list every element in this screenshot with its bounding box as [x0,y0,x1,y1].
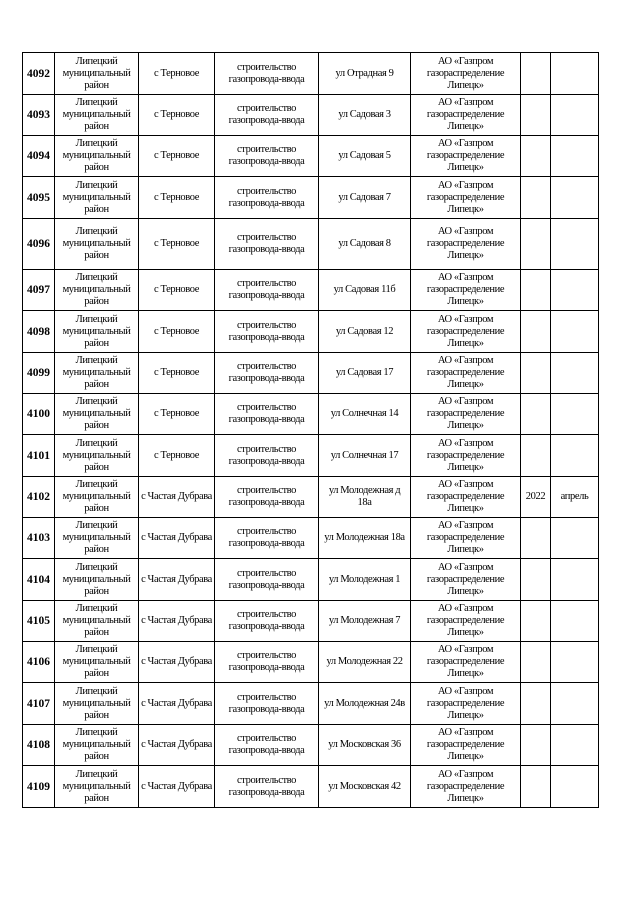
address-cell-text: ул Молодежная 22 [326,656,403,667]
table-row [23,136,599,177]
organization-cell-text: АО «Газпром газораспределение Липецк» [426,520,505,555]
address-cell-text: ул Молодежная 18а [324,532,405,543]
settlement-cell-text: с Терновое [153,191,199,203]
organization-cell-text: АО «Газпром газораспределение Липецк» [426,97,505,132]
organization-cell [411,642,521,683]
table-row [23,559,599,601]
table-body [23,53,599,808]
row-number [23,435,55,477]
work-type-cell [215,177,319,219]
settlement-cell [139,477,215,518]
organization-cell [411,353,521,394]
organization-cell-text: АО «Газпром газораспределение Липецк» [426,355,505,390]
settlement-cell [139,311,215,353]
organization-cell [411,559,521,601]
organization-cell [411,219,521,270]
year-cell [521,311,551,353]
month-cell [551,559,599,601]
organization-cell [411,766,521,808]
settlement-cell [139,601,215,642]
row-number-text: 4094 [27,150,50,162]
settlement-cell [139,518,215,559]
settlement-cell-text: с Частая Дубрава [141,491,212,502]
row-number-text: 4106 [27,656,50,668]
table-row [23,766,599,808]
district-cell-text: Липецкий муниципальный район [62,768,131,804]
work-type-cell [215,270,319,311]
month-cell [551,766,599,808]
organization-cell-text: АО «Газпром газораспределение Липецк» [426,768,505,804]
year-cell [521,136,551,177]
table-row [23,435,599,477]
organization-cell-text: АО «Газпром газораспределение Липецк» [426,727,505,762]
district-cell [55,477,139,518]
settlement-cell [139,766,215,808]
settlement-cell [139,394,215,435]
work-type-cell-text: строительство газопровода-ввода [228,144,305,167]
table-row [23,311,599,353]
row-number [23,559,55,601]
district-cell-text: Липецкий муниципальный район [62,138,131,173]
district-cell [55,766,139,808]
work-type-cell [215,435,319,477]
district-cell-text: Липецкий муниципальный район [62,644,131,679]
district-cell-text: Липецкий муниципальный район [62,272,131,307]
settlement-cell-text: с Частая Дубрава [141,532,212,543]
month-cell [551,394,599,435]
row-number [23,601,55,642]
settlement-cell [139,270,215,311]
organization-cell [411,95,521,136]
work-type-cell [215,559,319,601]
month-cell [551,725,599,766]
address-cell-text: ул Садовая 5 [338,150,391,161]
month-cell-text: апрель [560,491,589,502]
work-type-cell-text: строительство газопровода-ввода [228,691,305,715]
address-cell [319,642,411,683]
row-number-text: 4093 [27,109,50,121]
address-cell [319,559,411,601]
district-cell [55,95,139,136]
settlement-cell-text: с Терновое [153,109,199,120]
month-cell [551,270,599,311]
work-type-cell [215,518,319,559]
district-cell [55,725,139,766]
work-type-cell-text: строительство газопровода-ввода [228,733,305,756]
row-number [23,683,55,725]
document-page [22,52,598,808]
row-number [23,353,55,394]
district-cell [55,177,139,219]
settlement-cell-text: с Терновое [153,408,199,419]
organization-cell [411,601,521,642]
settlement-cell-text: с Терновое [153,449,199,461]
work-type-cell-text: строительство газопровода-ввода [228,609,305,632]
address-cell-text: ул Солнечная 14 [330,408,399,419]
district-cell [55,353,139,394]
row-number-text: 4092 [27,67,50,80]
row-number-text: 4102 [27,491,50,503]
table-row [23,177,599,219]
settlement-cell-text: с Частая Дубрава [141,615,212,626]
district-cell-text: Липецкий муниципальный район [62,520,131,555]
address-cell-text: ул Садовая 11б [333,284,396,295]
row-number [23,219,55,270]
year-cell [521,601,551,642]
district-cell [55,435,139,477]
address-cell [319,435,411,477]
organization-cell-text: АО «Газпром газораспределение Липецк» [426,603,505,638]
year-cell [521,435,551,477]
work-type-cell [215,136,319,177]
year-cell [521,766,551,808]
table-row [23,53,599,95]
address-cell-text: ул Московская 36 [328,739,401,750]
address-cell-text: ул Отрадная 9 [335,67,394,79]
organization-cell-text: АО «Газпром газораспределение Липецк» [426,179,505,215]
year-cell [521,559,551,601]
month-cell [551,53,599,95]
month-cell [551,311,599,353]
row-number [23,725,55,766]
district-cell [55,136,139,177]
settlement-cell-text: с Терновое [153,325,199,337]
settlement-cell [139,683,215,725]
work-type-cell-text: строительство газопровода-ввода [228,650,305,673]
settlement-cell [139,136,215,177]
address-cell-text: ул Солнечная 17 [330,449,399,461]
row-number-text: 4105 [27,615,50,627]
organization-cell-text: АО «Газпром газораспределение Липецк» [426,55,505,91]
settlement-cell [139,725,215,766]
district-cell [55,518,139,559]
settlement-cell [139,353,215,394]
organization-cell [411,477,521,518]
organization-cell [411,177,521,219]
organization-cell [411,518,521,559]
row-number-text: 4101 [27,449,50,462]
district-cell-text: Липецкий муниципальный район [62,437,131,473]
settlement-cell-text: с Терновое [153,67,199,79]
table-row [23,394,599,435]
month-cell [551,435,599,477]
settlement-cell-text: с Терновое [153,284,199,295]
work-type-cell-text: строительство газопровода-ввода [228,185,305,209]
district-cell-text: Липецкий муниципальный район [62,355,131,390]
district-cell [55,219,139,270]
organization-cell-text: АО «Газпром газораспределение Липецк» [426,437,505,473]
address-cell [319,95,411,136]
year-cell [521,219,551,270]
row-number [23,477,55,518]
table-row [23,477,599,518]
work-type-cell-text: строительство газопровода-ввода [228,278,305,301]
address-cell-text: ул Садовая 8 [338,238,391,249]
work-type-cell-text: строительство газопровода-ввода [228,319,305,343]
address-cell-text: ул Молодежная 7 [328,615,401,626]
work-type-cell [215,219,319,270]
district-cell [55,270,139,311]
district-cell [55,311,139,353]
year-cell [521,642,551,683]
month-cell [551,353,599,394]
year-cell [521,353,551,394]
settlement-cell [139,95,215,136]
year-cell [521,394,551,435]
settlement-cell [139,177,215,219]
row-number-text: 4108 [27,739,50,751]
work-type-cell [215,394,319,435]
work-type-cell [215,353,319,394]
organization-cell-text: АО «Газпром газораспределение Липецк» [426,138,505,173]
year-cell [521,477,551,518]
district-cell-text: Липецкий муниципальный район [62,685,131,721]
work-type-cell [215,766,319,808]
row-number-text: 4100 [27,408,50,420]
month-cell [551,177,599,219]
work-type-cell [215,642,319,683]
row-number [23,642,55,683]
address-cell [319,518,411,559]
organization-cell-text: АО «Газпром газораспределение Липецк» [426,272,505,307]
row-number [23,53,55,95]
district-cell [55,559,139,601]
district-cell-text: Липецкий муниципальный район [62,396,131,431]
district-cell [55,601,139,642]
organization-cell [411,136,521,177]
organization-cell [411,270,521,311]
organization-cell [411,53,521,95]
settlement-cell-text: с Частая Дубрава [141,739,212,750]
row-number-text: 4095 [27,191,50,204]
work-type-cell-text: строительство газопровода-ввода [228,103,305,126]
work-type-cell-text: строительство газопровода-ввода [228,485,305,508]
row-number [23,518,55,559]
work-type-cell-text: строительство газопровода-ввода [228,232,305,255]
work-type-cell [215,601,319,642]
settlement-cell-text: с Частая Дубрава [141,656,212,667]
organization-cell-text: АО «Газпром газораспределение Липецк» [426,561,505,597]
address-cell [319,353,411,394]
address-cell-text: ул Садовая 12 [335,325,394,337]
organization-cell [411,311,521,353]
district-cell-text: Липецкий муниципальный район [62,561,131,597]
settlement-cell-text: с Терновое [153,238,199,249]
address-cell [319,394,411,435]
row-number-text: 4097 [27,284,50,296]
address-cell [319,766,411,808]
row-number [23,136,55,177]
table-row [23,518,599,559]
settlement-cell [139,642,215,683]
organization-cell [411,683,521,725]
row-number [23,394,55,435]
month-cell [551,477,599,518]
work-type-cell-text: строительство газопровода-ввода [228,774,305,798]
row-number [23,311,55,353]
year-cell [521,683,551,725]
table-row [23,219,599,270]
address-cell [319,477,411,518]
work-type-cell [215,311,319,353]
gasification-table [22,52,599,808]
organization-cell [411,435,521,477]
table-row [23,642,599,683]
work-type-cell [215,683,319,725]
address-cell [319,270,411,311]
work-type-cell-text: строительство газопровода-ввода [228,443,305,467]
row-number-text: 4109 [27,780,50,793]
table-row [23,270,599,311]
organization-cell-text: АО «Газпром газораспределение Липецк» [426,479,505,514]
row-number-text: 4099 [27,367,50,379]
row-number-text: 4104 [27,573,50,586]
year-cell [521,518,551,559]
organization-cell [411,725,521,766]
work-type-cell [215,477,319,518]
table-row [23,95,599,136]
month-cell [551,518,599,559]
table-row [23,725,599,766]
address-cell [319,219,411,270]
settlement-cell [139,559,215,601]
settlement-cell [139,435,215,477]
district-cell-text: Липецкий муниципальный район [62,55,131,91]
month-cell [551,642,599,683]
row-number-text: 4103 [27,532,50,544]
month-cell [551,683,599,725]
organization-cell-text: АО «Газпром газораспределение Липецк» [426,226,505,261]
row-number [23,270,55,311]
row-number [23,766,55,808]
address-cell-text: ул Молодежная д 18а [328,485,401,508]
work-type-cell [215,53,319,95]
address-cell-text: ул Садовая 3 [338,109,391,120]
table-row [23,601,599,642]
address-cell [319,177,411,219]
address-cell-text: ул Московская 42 [328,780,401,792]
settlement-cell-text: с Терновое [153,367,199,378]
year-cell [521,177,551,219]
year-cell [521,53,551,95]
organization-cell-text: АО «Газпром газораспределение Липецк» [426,644,505,679]
row-number-text: 4098 [27,325,50,338]
work-type-cell-text: строительство газопровода-ввода [228,402,305,425]
month-cell [551,95,599,136]
district-cell-text: Липецкий муниципальный район [62,479,131,514]
work-type-cell-text: строительство газопровода-ввода [228,567,305,591]
district-cell [55,683,139,725]
year-cell [521,95,551,136]
district-cell [55,394,139,435]
address-cell-text: ул Молодежная 24в [324,697,405,709]
district-cell-text: Липецкий муниципальный район [62,313,131,349]
month-cell [551,219,599,270]
settlement-cell [139,53,215,95]
year-cell-text: 2022 [525,491,546,502]
table-row [23,353,599,394]
district-cell-text: Липецкий муниципальный район [62,226,131,261]
organization-cell-text: АО «Газпром газораспределение Липецк» [426,685,505,721]
organization-cell [411,394,521,435]
work-type-cell-text: строительство газопровода-ввода [228,526,305,549]
settlement-cell [139,219,215,270]
work-type-cell [215,95,319,136]
month-cell [551,601,599,642]
district-cell-text: Липецкий муниципальный район [62,179,131,215]
year-cell [521,725,551,766]
district-cell-text: Липецкий муниципальный район [62,727,131,762]
address-cell [319,601,411,642]
row-number [23,177,55,219]
address-cell [319,725,411,766]
settlement-cell-text: с Терновое [153,150,199,161]
district-cell [55,53,139,95]
row-number [23,95,55,136]
year-cell [521,270,551,311]
row-number-text: 4107 [27,697,50,710]
work-type-cell-text: строительство газопровода-ввода [228,361,305,384]
address-cell [319,311,411,353]
month-cell [551,136,599,177]
district-cell-text: Липецкий муниципальный район [62,97,131,132]
settlement-cell-text: с Частая Дубрава [141,573,212,585]
row-number-text: 4096 [27,238,50,250]
district-cell [55,642,139,683]
address-cell-text: ул Молодежная 1 [328,573,401,585]
address-cell [319,136,411,177]
work-type-cell [215,725,319,766]
address-cell [319,683,411,725]
work-type-cell-text: строительство газопровода-ввода [228,61,305,85]
settlement-cell-text: с Частая Дубрава [141,697,212,709]
address-cell-text: ул Садовая 7 [338,191,391,203]
district-cell-text: Липецкий муниципальный район [62,603,131,638]
address-cell-text: ул Садовая 17 [335,367,394,378]
table-row [23,683,599,725]
settlement-cell-text: с Частая Дубрава [141,780,212,792]
organization-cell-text: АО «Газпром газораспределение Липецк» [426,313,505,349]
organization-cell-text: АО «Газпром газораспределение Липецк» [426,396,505,431]
address-cell [319,53,411,95]
